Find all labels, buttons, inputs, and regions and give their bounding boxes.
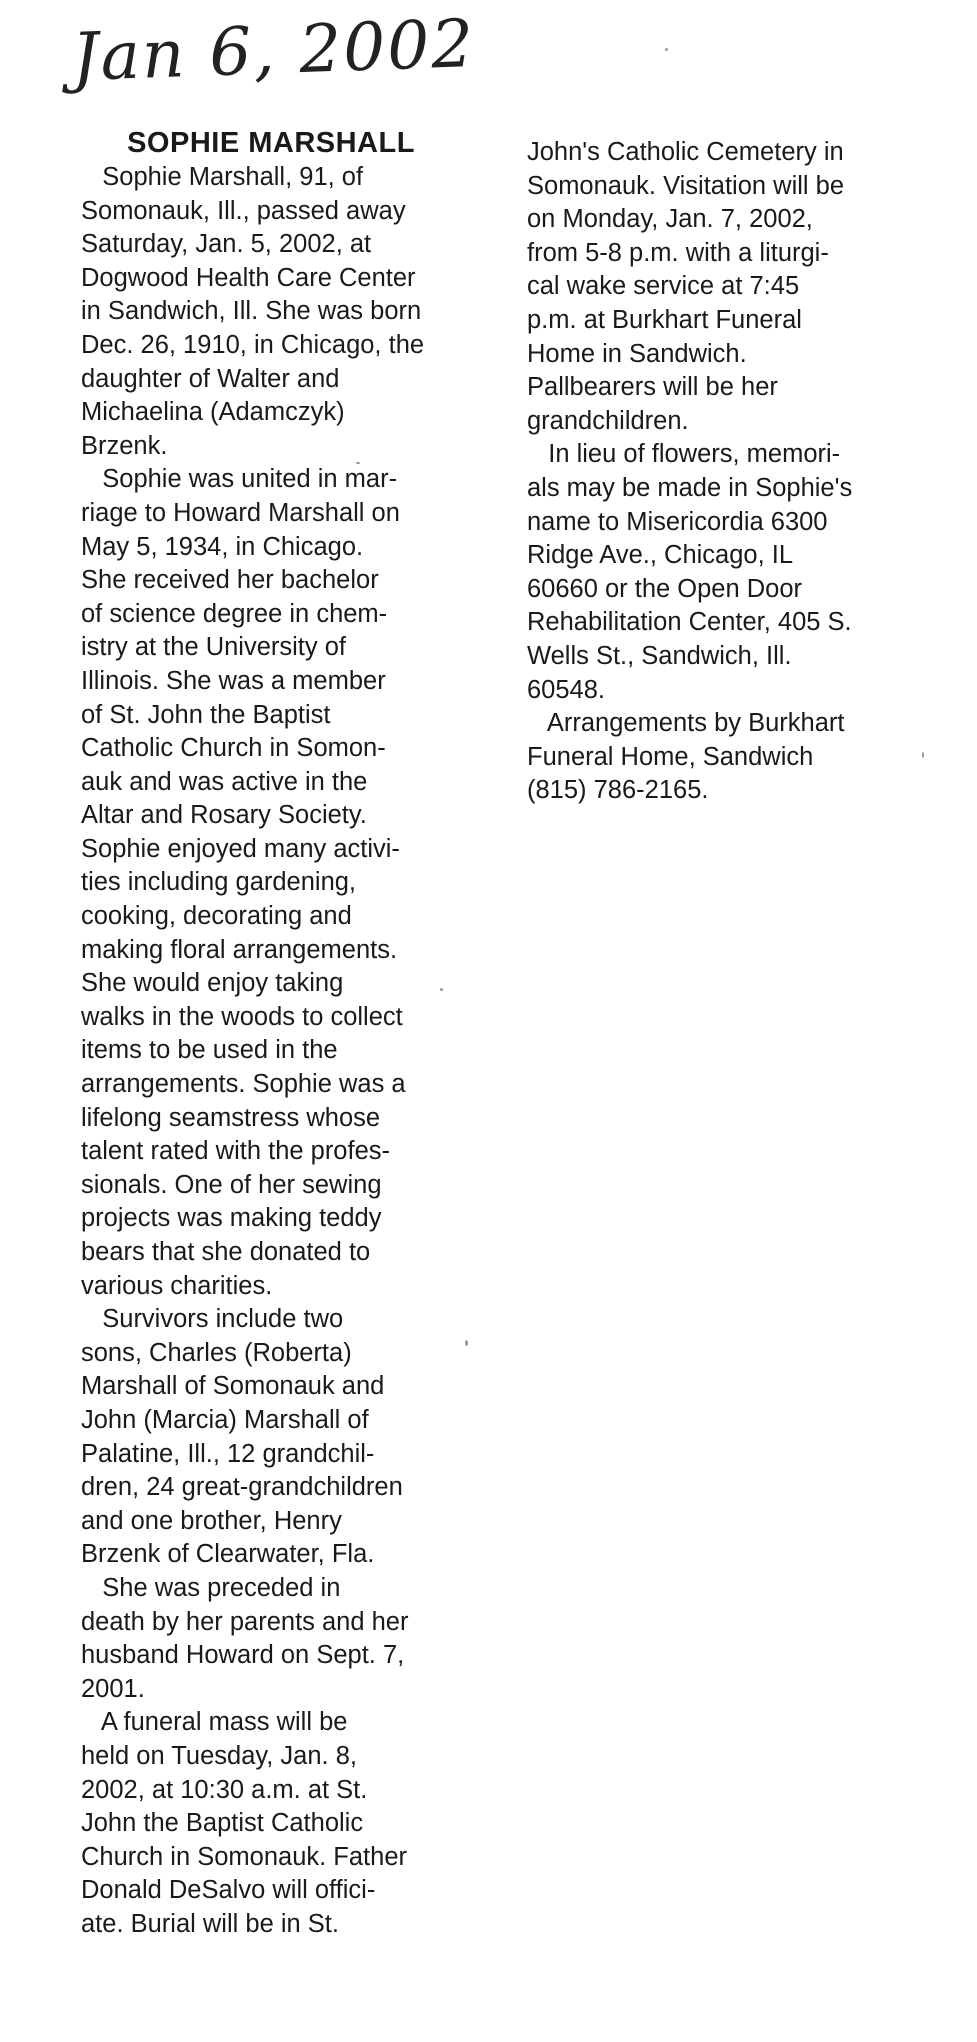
text-line: husband Howard on Sept. 7, <box>81 1641 405 1670</box>
text-line: John (Marcia) Marshall of <box>81 1405 369 1434</box>
text-line: cal wake service at 7:45 <box>527 272 800 301</box>
text-line: Arrangements by Burkhart <box>527 709 845 738</box>
text-line: walks in the woods to collect <box>81 1002 403 1031</box>
text-line: Somonauk. Visitation will be <box>527 171 845 200</box>
text-line: Illinois. She was a member <box>81 666 386 695</box>
text-line: Dogwood Health Care Center <box>81 263 416 292</box>
text-line: Church in Somonauk. Father <box>81 1842 407 1871</box>
text-line: 60660 or the Open Door <box>527 574 803 603</box>
text-line: name to Misericordia 6300 <box>527 507 828 536</box>
text-line: Sophie enjoyed many activi- <box>81 834 400 863</box>
text-line: Brzenk. <box>81 431 168 460</box>
obituary-right-column <box>527 136 917 808</box>
text-line: als may be made in Sophie's <box>527 473 853 502</box>
left-column-text <box>81 161 461 1941</box>
handwritten-date: Jan 6, 2002 <box>70 4 477 97</box>
text-line: various charities. <box>81 1271 273 1300</box>
text-line: Home in Sandwich. <box>527 339 747 368</box>
scan-speck <box>665 48 668 51</box>
text-line: from 5-8 p.m. with a liturgi- <box>527 238 829 267</box>
text-line: ate. Burial will be in St. <box>81 1909 339 1938</box>
text-line: Brzenk of Clearwater, Fla. <box>81 1540 375 1569</box>
text-line: dren, 24 great-grandchildren <box>81 1473 403 1502</box>
scan-speck <box>465 1340 468 1346</box>
text-line: Ridge Ave., Chicago, IL <box>527 541 794 570</box>
text-line: 2002, at 10:30 a.m. at St. <box>81 1775 368 1804</box>
text-line: Donald DeSalvo will offici- <box>81 1876 376 1905</box>
text-line: 60548. <box>527 675 605 704</box>
text-line: Sophie Marshall, 91, of <box>81 163 364 191</box>
text-line: Michaelina (Adamczyk) <box>81 398 345 427</box>
text-line: cooking, decorating and <box>81 902 352 931</box>
text-line: in Sandwich, Ill. She was born <box>81 297 422 326</box>
text-line: on Monday, Jan. 7, 2002, <box>527 205 813 234</box>
text-line: Altar and Rosary Society. <box>81 801 367 830</box>
text-line: Dec. 26, 1910, in Chicago, the <box>81 330 425 359</box>
text-line: 2001. <box>81 1674 145 1703</box>
text-line: death by her parents and her <box>81 1607 409 1636</box>
text-line: bears that she donated to <box>81 1238 371 1266</box>
text-line: p.m. at Burkhart Funeral <box>527 305 802 334</box>
text-line: John's Catholic Cemetery in <box>527 138 844 166</box>
text-line: ties including gardening, <box>81 868 357 897</box>
text-line: and one brother, Henry <box>81 1506 342 1535</box>
text-line: items to be used in the <box>81 1036 338 1065</box>
text-line: lifelong seamstress whose <box>81 1103 381 1132</box>
text-line: of St. John the Baptist <box>81 700 331 729</box>
text-line: May 5, 1934, in Chicago. <box>81 532 364 561</box>
text-line: Saturday, Jan. 5, 2002, at <box>81 230 372 259</box>
text-line: A funeral mass will be <box>81 1708 348 1737</box>
scan-speck <box>922 752 924 758</box>
text-line: Funeral Home, Sandwich <box>527 742 814 771</box>
text-line: istry at the University of <box>81 633 346 662</box>
text-line: held on Tuesday, Jan. 8, <box>81 1741 357 1770</box>
text-line: She was preceded in <box>81 1573 341 1602</box>
text-line: She received her bachelor <box>81 566 379 595</box>
text-line: Wells St., Sandwich, Ill. <box>527 641 792 670</box>
text-line: arrangements. Sophie was a <box>81 1070 406 1099</box>
text-line: sionals. One of her sewing <box>81 1170 382 1199</box>
text-line: (815) 786-2165. <box>527 776 709 805</box>
text-line: sons, Charles (Roberta) <box>81 1338 352 1367</box>
text-line: Palatine, Ill., 12 grandchil- <box>81 1439 375 1468</box>
text-line: Sophie was united in mar- <box>81 465 398 494</box>
text-line: Survivors include two <box>81 1305 344 1334</box>
text-line: auk and was active in the <box>81 767 368 796</box>
text-line: Marshall of Somonauk and <box>81 1372 385 1401</box>
text-line: making floral arrangements. <box>81 935 398 964</box>
text-line: daughter of Walter and <box>81 364 340 393</box>
text-line: In lieu of flowers, memori- <box>527 440 841 469</box>
scan-speck <box>440 988 443 991</box>
text-line: Catholic Church in Somon- <box>81 734 386 763</box>
scan-speck <box>356 462 360 464</box>
obituary-headline: SOPHIE MARSHALL <box>127 127 415 159</box>
text-line: riage to Howard Marshall on <box>81 498 400 527</box>
text-line: Pallbearers will be her <box>527 373 778 402</box>
text-line: grandchildren. <box>527 406 689 435</box>
right-column-text <box>527 136 917 808</box>
text-line: Rehabilitation Center, 405 S. <box>527 608 852 637</box>
text-line: talent rated with the profes- <box>81 1137 391 1166</box>
text-line: projects was making teddy <box>81 1204 382 1233</box>
text-line: Somonauk, Ill., passed away <box>81 196 406 225</box>
text-line: of science degree in chem- <box>81 599 388 628</box>
text-line: She would enjoy taking <box>81 969 344 998</box>
text-line: John the Baptist Catholic <box>81 1809 364 1838</box>
obituary-left-column <box>81 125 461 1941</box>
